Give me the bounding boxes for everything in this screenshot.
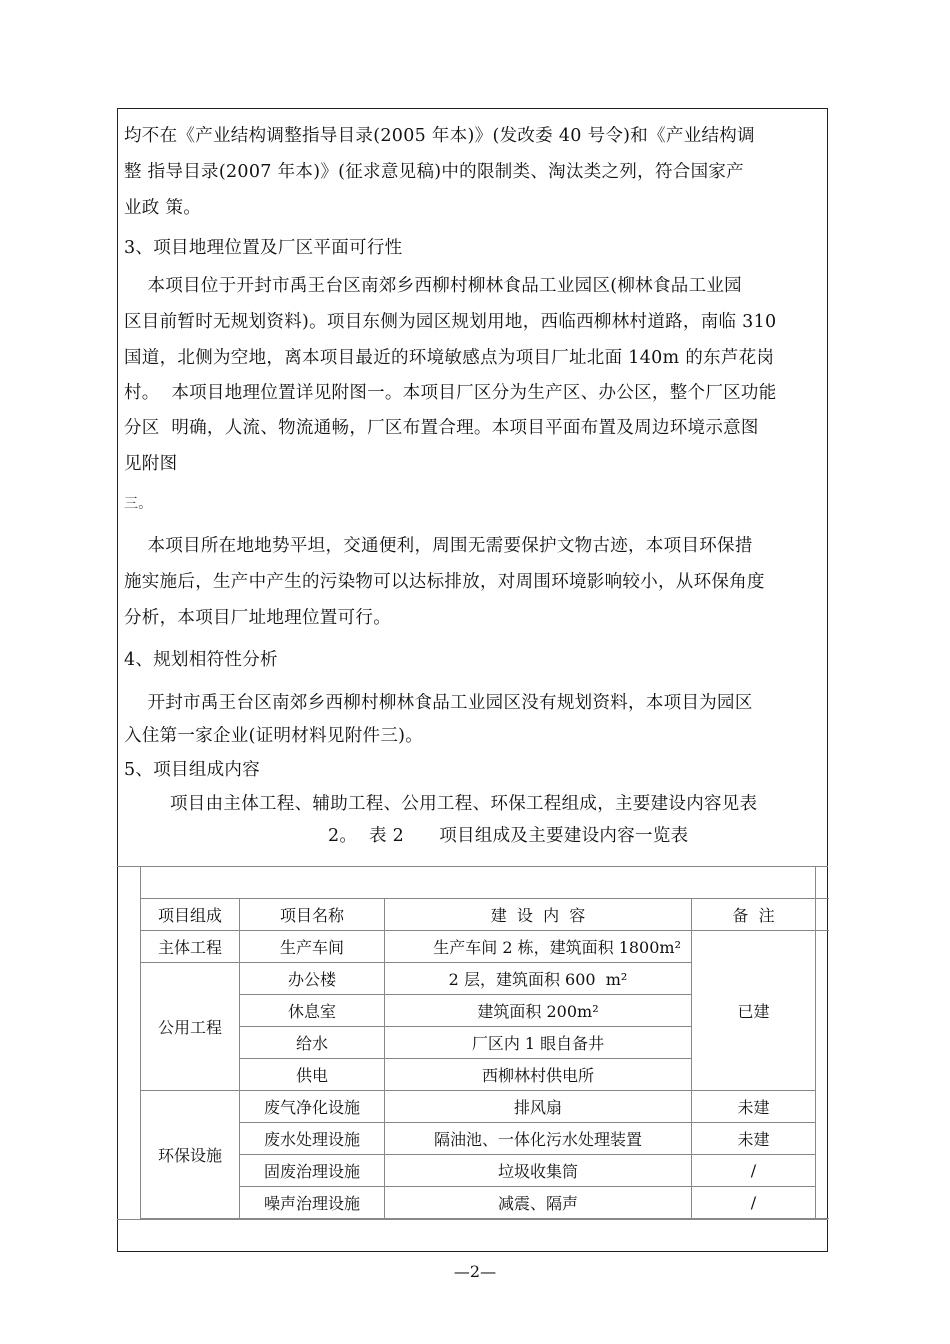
paragraph-line: 施实施后，生产中产生的污染物可以达标排放，对周围环境影响较小，从环保角度 <box>124 572 765 592</box>
table-row <box>141 1091 829 1123</box>
item-name: 办公楼 <box>240 963 385 995</box>
paragraph-line: 均不在《产业结构调整指导目录(2005 年本)》(发改委 40 号令)和《产业结构调 <box>124 126 755 146</box>
table-header: 备 注 <box>692 899 816 931</box>
section-heading-4: 4、规划相符性分析 <box>124 650 278 670</box>
note-cell: / <box>692 1155 816 1187</box>
paragraph-line: 入住第一家企业(证明材料见附件三)。 <box>124 726 424 746</box>
paragraph-line: 区目前暂时无规划资料)。项目东侧为园区规划用地，西临西柳林村道路，南临 310 <box>124 312 777 332</box>
item-name: 固废治理设施 <box>240 1155 385 1187</box>
item-name: 生产车间 <box>240 931 385 963</box>
paragraph-line: 分析，本项目厂址地理位置可行。 <box>124 608 391 628</box>
item-content: 西柳林村供电所 <box>385 1059 692 1091</box>
item-content: 排风扇 <box>385 1091 692 1123</box>
paragraph-line: 整 指导目录(2007 年本)》(征求意见稿)中的限制类、淘汰类之列，符合国家产 <box>124 162 744 182</box>
item-content: 垃圾收集筒 <box>385 1155 692 1187</box>
item-content: 2 层，建筑面积 600 m² <box>385 963 692 995</box>
paragraph-line: 项目由主体工程、辅助工程、公用工程、环保工程组成，主要建设内容见表 <box>170 794 758 814</box>
note-cell: 未建 <box>692 1091 816 1123</box>
paragraph-line: 业政 策。 <box>124 198 202 218</box>
item-name: 噪声治理设施 <box>240 1187 385 1219</box>
group-cell: 环保设施 <box>141 1091 240 1219</box>
item-name: 给水 <box>240 1027 385 1059</box>
group-cell: 公用工程 <box>141 963 240 1091</box>
table-header: 项目名称 <box>240 899 385 931</box>
paragraph-line: 国道，北侧为空地，离本项目最近的环境敏感点为项目厂址北面 140m 的东芦花岗 <box>124 348 775 368</box>
table-spacer-cell <box>816 931 829 1219</box>
table-row <box>141 1187 829 1219</box>
project-composition-table <box>140 898 829 1219</box>
item-name: 供电 <box>240 1059 385 1091</box>
item-content: 建筑面积 200m² <box>385 995 692 1027</box>
paragraph-line: 本项目所在地地势平坦，交通便利，周围无需要保护文物古迹，本项目环保措 <box>124 536 753 556</box>
paragraph-line: 分区 明确，人流、物流通畅，厂区布置合理。本项目平面布置及周边环境示意图 <box>124 418 759 438</box>
item-content: 厂区内 1 眼自备井 <box>385 1027 692 1059</box>
divider <box>117 866 828 867</box>
item-content: 隔油池、一体化污水处理装置 <box>385 1123 692 1155</box>
table-row <box>141 1155 829 1187</box>
table-caption: 2。 表 2 项目组成及主要建设内容一览表 <box>328 826 689 846</box>
page-number: —2— <box>453 1262 497 1281</box>
paragraph-line: 三。 <box>124 496 153 512</box>
item-content: 减震、隔声 <box>385 1187 692 1219</box>
note-cell: / <box>692 1187 816 1219</box>
paragraph-line: 见附图 <box>124 454 178 474</box>
item-content: 生产车间 2 栋，建筑面积 1800m² <box>385 931 692 963</box>
section-heading-5: 5、项目组成内容 <box>124 760 261 780</box>
group-cell: 主体工程 <box>141 931 240 963</box>
item-name: 废气净化设施 <box>240 1091 385 1123</box>
table-header-row <box>141 899 829 931</box>
paragraph-line: 开封市禹王台区南郊乡西柳村柳林食品工业园区没有规划资料，本项目为园区 <box>124 693 753 713</box>
item-name: 休息室 <box>240 995 385 1027</box>
table-header: 建 设 内 容 <box>385 899 692 931</box>
paragraph-line: 村。 本项目地理位置详见附图一。本项目厂区分为生产区、办公区，整个厂区功能 <box>124 383 777 403</box>
paragraph-line: 本项目位于开封市禹王台区南郊乡西柳村柳林食品工业园区(柳林食品工业园 <box>124 276 742 296</box>
table-row <box>141 931 829 963</box>
note-cell: 已建 <box>692 931 816 1091</box>
table-spacer-cell <box>816 899 829 931</box>
section-heading-3: 3、项目地理位置及厂区平面可行性 <box>124 238 403 258</box>
item-name: 废水处理设施 <box>240 1123 385 1155</box>
table-header: 项目组成 <box>141 899 240 931</box>
divider <box>117 1219 828 1220</box>
table-row <box>141 1123 829 1155</box>
note-cell: 未建 <box>692 1123 816 1155</box>
